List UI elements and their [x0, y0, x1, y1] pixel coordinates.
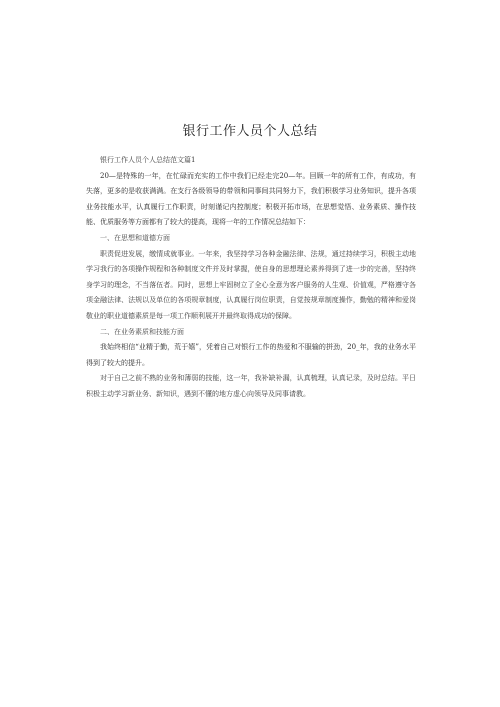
- document-title: 银行工作人员个人总结: [182, 124, 318, 139]
- article-subtitle: 银行工作人员个人总结范文篇1: [100, 156, 196, 164]
- skills-paragraph-1: 我始终相信“业精于勤，荒于嬉”，凭着自己对银行工作的热爱和不服输的拼劲，20_年，我的业务水平得到了较大的提升。: [86, 343, 416, 367]
- skills-paragraph-2: 对于自己之前不熟的业务和薄弱的技能，这一年，我补缺补漏，认真梳理，认真记录，及时总结。平日积极主动学习新业务、新知识，遇到不懂的地方虚心向领导及同事请教。: [86, 374, 416, 398]
- section-heading-skills: 二、在业务素质和技能方面: [100, 327, 184, 336]
- document-body: [86, 153, 416, 403]
- ideology-paragraph: 职责促进发展，缴情成就事业。一年来，我坚持学习各种金融法律、法规，通过持续学习，积极主动地学习我行的各项操作规程和各种制度文件并及时掌握，使自身的思想理论素养得到了进一步的完善，坚持终身学习的理念，不当落伍者。同时，思想上牢固树立了全心全意为客户服务的人生观、价值观，严格遵守各项金融法律、法规以及单位的各项规章制度，认真履行岗位职责，自觉按规章制度操作，勤勉的精神和爱岗敬业的职业道德素质是每一项工作顺利展开并最终取得成功的保障。: [86, 249, 416, 320]
- section-heading-ideology: 一、在思想和道德方面: [100, 233, 170, 242]
- intro-paragraph: 20—是特殊的一年，在忙碌而充实的工作中我们已经走完20—年。回顾一年的所有工作，有成功，有失落，更多的是收获满满。在支行各级领导的带领和同事间共同努力下，我们积极学习业务知识，提升各项业务技能水平，认真履行工作职责，时刻谨记内控制度；积极开拓市场，在思想觉悟、业务素质、操作技能、优质服务等方面都有了较大的提高，现将一年的工作情况总结如下：: [86, 171, 416, 227]
